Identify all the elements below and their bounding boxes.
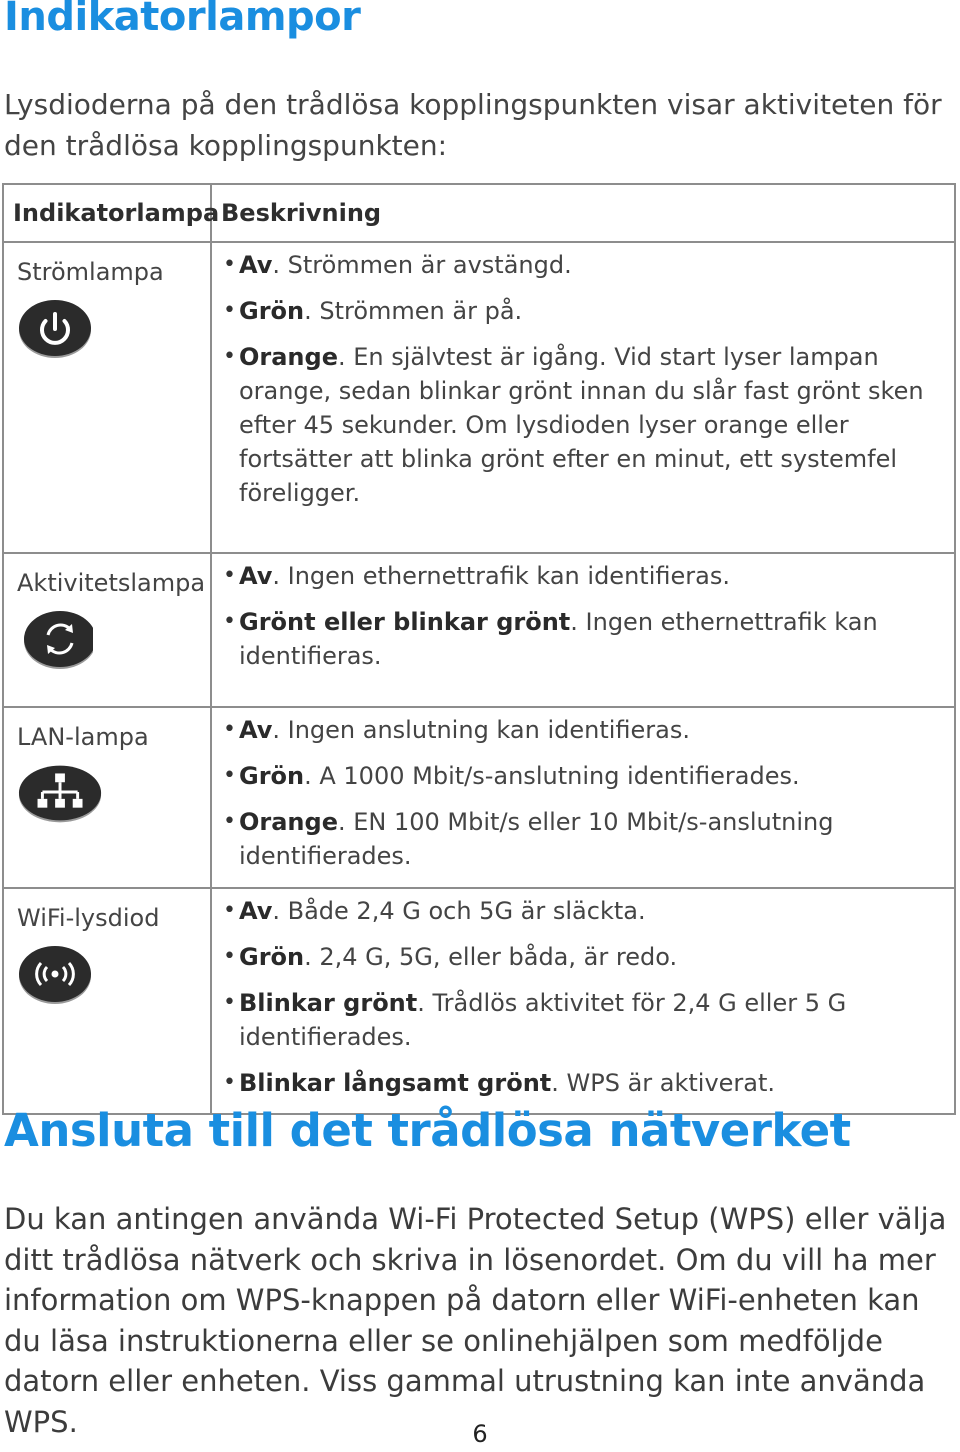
- list-item: [223, 940, 946, 974]
- state-label: Av: [239, 716, 273, 744]
- table-header-row: [3, 184, 955, 242]
- list-item: [223, 605, 946, 673]
- table-row: [3, 553, 955, 707]
- state-text: . En självtest är igång. Vid start lyser lampan orange, sedan blinkar grönt innan du slår fast grönt sken efter 45 sekunder. Om lysdioden lyser orange eller fortsätter att blinka grönt efter en minut, ett systemfel föreligger.: [239, 343, 924, 507]
- state-label: Av: [239, 251, 273, 279]
- intro-paragraph: Lysdioderna på den trådlösa kopplingspunkten visar aktiviteten för den trådlösa kopplingspunkten:: [4, 88, 942, 162]
- state-label: Grönt eller blinkar grönt: [239, 608, 571, 636]
- state-label: Orange: [239, 808, 338, 836]
- list-item: [223, 248, 946, 282]
- state-text: . Strömmen är på.: [304, 297, 523, 325]
- state-text: . WPS är aktiverat.: [551, 1069, 776, 1097]
- state-text: . Både 2,4 G och 5G är släckta.: [272, 897, 646, 925]
- wifi-icon: [17, 943, 93, 1005]
- column-header-description: Beskrivning: [211, 184, 955, 242]
- column-header-indicator: Indikatorlampa: [3, 184, 211, 242]
- indicator-name: Strömlampa: [17, 258, 164, 286]
- state-label: Orange: [239, 343, 338, 371]
- table-row: [3, 242, 955, 553]
- table-row: [3, 888, 955, 1114]
- list-item: [223, 986, 946, 1054]
- description-cell: [211, 242, 955, 553]
- indicator-cell: [3, 242, 211, 553]
- indicator-cell: [3, 888, 211, 1114]
- state-text: . Strömmen är avstängd.: [272, 251, 572, 279]
- description-cell: [211, 553, 955, 707]
- state-text: . EN 100 Mbit/s eller 10 Mbit/s-anslutning identifierades.: [239, 808, 834, 870]
- state-label: Grön: [239, 297, 305, 325]
- list-item: [223, 894, 946, 928]
- indicator-cell: [3, 707, 211, 888]
- state-label: Av: [239, 897, 273, 925]
- state-text: . A 1000 Mbit/s-anslutning identifierades.: [304, 762, 800, 790]
- indicator-name: WiFi-lysdiod: [17, 904, 160, 932]
- section-paragraph: Du kan antingen använda Wi-Fi Protected Setup (WPS) eller välja ditt trådlösa nätverk och skriva in lösenordet. Om du vill ha mer information om WPS-knappen på datorn eller WiFi-enheten kan du läsa instruktionerna eller se onlinehjälpen som medföljde datorn eller enheten. Viss gammal utrustning kan inte använda WPS.: [4, 1202, 947, 1439]
- indicator-cell: [3, 553, 211, 707]
- section-title: Ansluta till det trådlösa nätverket: [4, 1104, 851, 1157]
- page-number: 6: [472, 1420, 488, 1448]
- state-text: . Ingen ethernettrafik kan identifieras.: [272, 562, 730, 590]
- state-label: Blinkar grönt: [239, 989, 418, 1017]
- list-item: [223, 759, 946, 793]
- state-label: Grön: [239, 762, 305, 790]
- state-text: . 2,4 G, 5G, eller båda, är redo.: [304, 943, 678, 971]
- indicator-table: [2, 183, 956, 1115]
- lan-icon: [17, 762, 105, 824]
- page-title: Indikatorlampor: [4, 0, 361, 40]
- list-item: [223, 559, 946, 593]
- indicator-name: Aktivitetslampa: [17, 569, 206, 597]
- activity-icon: [17, 608, 93, 670]
- list-item: [223, 294, 946, 328]
- state-text: . Ingen ethernettrafik kan identifieras.: [239, 608, 878, 670]
- state-label: Blinkar långsamt grönt: [239, 1069, 552, 1097]
- state-label: Av: [239, 562, 273, 590]
- state-text: . Ingen anslutning kan identifieras.: [272, 716, 690, 744]
- power-icon: [17, 297, 93, 359]
- description-cell: [211, 888, 955, 1114]
- table-row: [3, 707, 955, 888]
- list-item: [223, 805, 946, 873]
- list-item: [223, 1066, 946, 1100]
- list-item: [223, 713, 946, 747]
- indicator-name: LAN-lampa: [17, 723, 149, 751]
- description-cell: [211, 707, 955, 888]
- list-item: [223, 340, 946, 510]
- state-text: . Trådlös aktivitet för 2,4 G eller 5 G identifierades.: [239, 989, 847, 1051]
- state-label: Grön: [239, 943, 305, 971]
